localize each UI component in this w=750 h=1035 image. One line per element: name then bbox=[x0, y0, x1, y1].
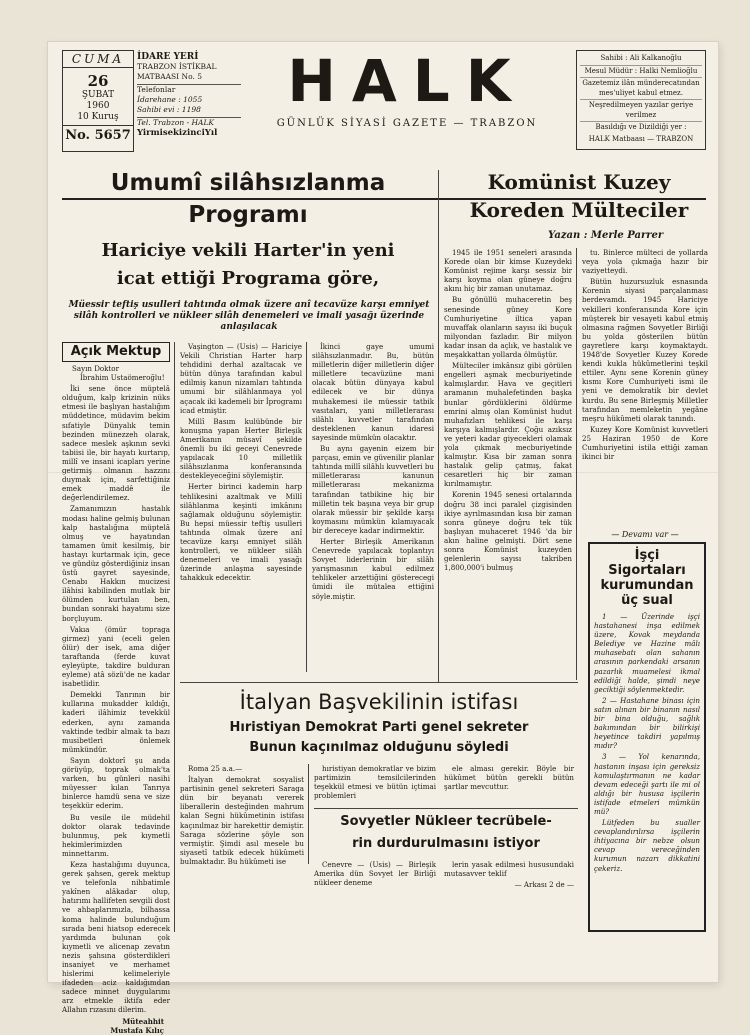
korea-paragraph: 1945 ile 1951 seneleri arasında Korede olan bir kimse Kuzeydeki Komünist rejime karşı sessiz bir karşı koyma olan güneye doğru akını hiç bir zaman unutamaz. bbox=[444, 248, 572, 294]
soviet-column-1 bbox=[314, 860, 436, 920]
section-rule bbox=[314, 808, 578, 809]
soviet-continued-note: — Arkası 2 de — bbox=[514, 880, 574, 890]
publisher-line: Neşredilmeyen yazılar geriye verilmez bbox=[580, 100, 702, 122]
korea-paragraph: Bütün huzursuzluk esnasında Korenin siyasi parçalanması berdevamdı. 1945 Hariciye vekilleri konferansında Kore için müşterek bir vesayeti kabul etmiş olmasına rağmen Sovyetler Birliği bu yolda gösterilen bütün gayretlere karşı koymaktaydı. 1948'de Sovyetler Kuzey Korede kendi kukla hükûmetlerini teşkil ettiler. Aynı sene Korenin güney kısmı Kore Cumhuriyeti ismi ile yeni ve demokratik bir devlet kurdu. Bu sene Birleşmiş Milletler tarafından memleketin yegâne meşru hükûmeti olarak tanındı. bbox=[582, 277, 708, 423]
lead-headline-2: Programı bbox=[188, 202, 308, 228]
publisher-line: Gazetemiz ilân münderecatından mes'uliyet kabul etmez. bbox=[580, 78, 702, 100]
italy-headline: İtalyan Başvekilinin istifası bbox=[239, 690, 519, 714]
newspaper-logo: HALK bbox=[287, 47, 527, 115]
korea-headline-1: Komünist Kuzey bbox=[487, 170, 671, 194]
insurance-question: 2 — Hastahane binası için satın alınan bir binanın nasıl bir bina olduğu, sağlık bakımından bir bilirkişi heyetince takdiri yapılmış mıdır? bbox=[594, 695, 700, 751]
letter-paragraph: Keza hastalığımı duyunca, gerek şahsen, gerek mektup ve telefonla nihbatimle yakînen alâkadar olup, hatırımı hallifeten sevgili dost ve ahbaplarımızla, bilhassa koma halinde bulunduğum sırada beni hiatsop ederecek yardımda bulunan çok kıymetli ve alicenap zevatın nezis şahsına gösterdikleri insaniyet ve merhamet hislerimi kelimeleriyle ifadeden aciz kaldığımdan sadece minnet duygularımı arz etmekle iktifa eder Allahın rızasını dilerim. bbox=[62, 859, 170, 1015]
open-letter-column bbox=[62, 364, 170, 1035]
idare-line: İDARE YERİ bbox=[137, 52, 199, 62]
lead-paragraph: Millî Basım kulübünde bir konuşma yapan Herter Birleşik Amerikanın müsavî şekilde önemli bu iki geceyi Cenevrede yapılacak 10 milletlik silâhsızlanma konferansında destekleyeceğini söylemiştir. bbox=[180, 416, 302, 481]
open-letter-title: Açık Mektup bbox=[70, 344, 162, 359]
soviet-headline-2: rin durdurulmasını istiyor bbox=[352, 836, 540, 851]
year-label: 1960 bbox=[86, 101, 110, 111]
tagline: GÜNLÜK SİYASİ GAZETE — TRABZON bbox=[276, 118, 538, 129]
korea-byline: Yazan : Merle Parrer bbox=[548, 230, 664, 241]
publisher-line: Sahibi : Ali Kalkanoğlu bbox=[580, 53, 702, 66]
korea-column-2 bbox=[582, 248, 708, 528]
issue-number: No. 5657 bbox=[63, 125, 133, 143]
column-rule bbox=[174, 342, 175, 932]
idare-line: MATBAASI No. 5 bbox=[137, 72, 241, 85]
lead-subheadline-1: Hariciye vekili Harter'in yeni bbox=[101, 240, 395, 261]
lead-headline-1: Umumî silâhsızlanma bbox=[110, 170, 386, 196]
newspaper-page bbox=[48, 42, 718, 1035]
idare-line: Tel. Trabzon - HALK bbox=[137, 118, 215, 127]
lead-paragraph: Bu aynı gayenin eizem bir parçası, emin ve güvenilir planlar tahtında millî silâhlı kuvvetleri bu milletlerarası kanunun milletlerarası mekanizma tarafından tatbikine hiç bir milletin tek başına veya bir grup olarak müessir bir şekilde karşı koymasını mümkün kılamıyacak bir dereceye kadar indirmektir. bbox=[312, 444, 434, 535]
italy-paragraph: İtalyan demokrat sosyalist partisinin genel sekreteri Saraga dün bir beyanatı vererek liberallerin desteğinden mahrum kalan Segni hükûmetinin istifası kaçınılmaz bir harekettir demiştir. Saraga sözlerine şöyle son vermiştir. Şimdi asıl mesele bu siyasetî tatbik edecek hükûmeti bulmaktadır. Bu hükûmeti ise bbox=[180, 775, 304, 866]
korea-paragraph: Kuzey Kore Komünist kuvvetleri 25 Haziran 1950 de Kore Cumhuriyetini istila ettiği zaman ikinci bir bbox=[582, 424, 708, 462]
price-label: 10 Kuruş bbox=[77, 112, 119, 122]
column-rule bbox=[308, 764, 309, 864]
lead-subheadline-2: icat ettiği Programa göre, bbox=[116, 268, 380, 289]
column-rule bbox=[306, 342, 307, 672]
publisher-line: HALK Matbaası — TRABZON bbox=[588, 134, 694, 143]
korea-paragraph: Mülteciler imkânsız gibi görülen engelleri aşmak mecburiyetinde kalmışlardır. Hava ve geçitleri aramanın muhalefetinden başka bunlar gördüklerini öldürme emrini almış olan Komünist hudut muhafızları tehlikesi ile karşı karşıya kalmışlardır. Çoğu azıksız ve yeteri kadar giyecekleri olamak yola çıkmak mecburiyetinde kalmıştır. Kısa bir zaman sonra hastalık gelip çatmış, fakat cesaretleri hiç bir zaman kırılmamıştır. bbox=[444, 361, 572, 489]
idare-line: TRABZON İSTİKBAL bbox=[137, 62, 217, 71]
letter-paragraph: Bu vesile ile müdehil doktor olarak tedavinde bulunmuş, pek kıymetli hekimlerimizden minnettarım. bbox=[62, 812, 170, 858]
letter-paragraph: Vakıa (ömür topraga girmez) yani (eceli gelen ölür) der isek, ama diğer taraftanda (ferde kuvat eyleyüpte, takdire bulduran eyleme) atâ sözü'de ne kadar isabetlidir. bbox=[62, 624, 170, 689]
italy-subheadline-2: Bunun kaçınılmaz olduğunu söyledi bbox=[249, 740, 509, 755]
soviet-paragraph: Cenevre — (Usis) — Birleşik Amerika dün Sovyet ler Birliği nükleer deneme bbox=[314, 860, 436, 888]
idare-line: Sahibi evi : 1198 bbox=[137, 105, 241, 118]
month-label: ŞUBAT bbox=[81, 90, 115, 100]
insurance-title-3: üç sual bbox=[621, 593, 673, 608]
soviet-headline-1: Sovyetler Nükleer tecrübele- bbox=[340, 814, 552, 829]
lead-paragraph: Vaşington — (Usis) — Hariciye Vekili Christian Harter harp tehdidini derhal azaltacak ve bütün dünya tarafından kabul edilmiş kanun nizamları tahtında umumi bir silâhlanmaya yol açacak iki kademeli bir İprogramı icad etmiştir. bbox=[180, 342, 302, 415]
lead-story-column-3 bbox=[312, 342, 434, 672]
korea-continued-note: — Devamı var — bbox=[611, 530, 679, 539]
korea-headline-2: Koreden Mülteciler bbox=[469, 198, 689, 222]
soviet-paragraph: lerin yasak edilmesi hususundaki mutasavver teklif bbox=[444, 860, 574, 879]
column-rule bbox=[438, 170, 439, 682]
italy-paragraph: hıristiyan demokratlar ve bizim partimizin temsilcilerinden teşekkül etmesi ve bütün içtimai problemleri bbox=[314, 764, 436, 801]
letter-greeting: Sayın Doktor bbox=[72, 364, 119, 373]
letter-signoff-title: Müteahhit bbox=[122, 1016, 164, 1026]
korea-paragraph: Korenin 1945 senesi ortalarında doğru 38 inci paralel çizgisinden ikiye ayrılmasından kısa bir zaman sonra güneye doğru tek tük başlıyan muhaceret 1946 'da bir akın haline gelmişti. Dört sene sonra Komünist kuzeyden gelenlerin sayısı takriben 1,800,000'i bulmuş bbox=[444, 490, 572, 573]
italy-subheadline-1: Hıristiyan Demokrat Parti genel sekreter bbox=[229, 720, 529, 735]
idare-line: YirmisekizinciYıl bbox=[137, 128, 218, 138]
insurance-question: 3 — Yol kenarında, hastanın inşası için gereksiz kamulaştırmanın ne kadar devam edeceği şartı ile mi ol aldığı bir hususa işçilerin istifade etmeleri mümkün mü? bbox=[594, 752, 700, 816]
italy-column-3 bbox=[444, 764, 574, 804]
lead-deck: Müessir teftiş usulleri tahtında olmak üzere anî tecavüze karşı emniyet silâh kontrolleri ve nükleer silâh denemeleri ve imali yasağı üzerinde anlaşılacak bbox=[68, 300, 430, 332]
date-box bbox=[62, 50, 134, 152]
soviet-column-2 bbox=[444, 860, 574, 920]
lead-paragraph: Herter birinci kademin harp tehlikesini azaltmak ve Millî silâhlanma keşinti imkânını sağlamak olduğunu söylemiştir. Bu hepsi müessir teftiş usulleri tahtında olmak üzere anî tecavüze karşı emniyet silâh kontrolleri, ve nükleer silâh denemeleri ve imali yasağı üzerinde anlaşma sayesinde tahakkuk edecektir. bbox=[180, 482, 302, 583]
lead-paragraph: İkinci gaye umumi silâhsızlanmadır. Bu, bütün milletlerin diğer milletlerin diğer milletlere tecavüzüne mani olacak bütün dünyaya kabul edilecek ve bir dünya muhakemesi ile müessir tatbik vasıtaları, yani milletlerarası silâhlı kuvvetler tarafından desteklenen kanun idaresi sayesinde mümkün olacaktır. bbox=[312, 342, 434, 442]
publisher-line: Mesul Müdür : Halki Nemlioğlu bbox=[580, 66, 702, 79]
letter-name: İbrahim Ustaömeroğlu! bbox=[80, 373, 165, 383]
insurance-box bbox=[588, 542, 706, 932]
open-letter-title-box bbox=[62, 342, 170, 362]
insurance-body bbox=[594, 612, 700, 922]
insurance-title-1: İşçi Sigortaları bbox=[608, 548, 686, 578]
letter-paragraph: Zamanımızın hastalık modası haline gelmiş bulunan kalp hastalığına müptelâ olmuş ve hayatından tamamen ümit kesilmiş, bir hastayı kurtarmak için, gece ve gündüz gösterdiğiniz insan üstü gayret sayesinde, Cenabı Hakkın mucizesi ilâhisi kabilinden mutlak bir ölümden kurtulan ben, bundan sonraki hayatımı size borçluyum. bbox=[62, 504, 170, 623]
idare-line: İdarehane : 1055 bbox=[137, 95, 203, 104]
korea-paragraph: tu. Binlerce mülteci de yollarda veya yola çıkmağa hazır bir vaziyetteydi. bbox=[582, 248, 708, 276]
insurance-question: 1 — Üzerinde işçi hastahanesi inşa edilmek üzere, Kovak meydanda Belediye ve Hazine mâlı muhasebatı olan sahanın arasının parkendaki arsanın pazarlık muamelesi ikmal edildiği halde, şimdi neye geciktiği söylenmektedir. bbox=[594, 612, 700, 694]
lead-paragraph: Herter Birleşik Amerikanın Cenevrede yapılacak toplantıyı Sovyet liderlerinin bir silâh yarışmasının kabul edilmez tehlikeler arzettiğini gösterecegi ümidi ile mütalea ettiğini söyle.miştir. bbox=[312, 536, 434, 601]
day-label: CUMA bbox=[63, 51, 133, 68]
italy-paragraph: ele alması gerekir. Böyle bir hükûmet bütün gerekli bütün şartlar mevcuttur. bbox=[444, 764, 574, 792]
italy-column-2 bbox=[314, 764, 436, 804]
letter-signoff-name: Mustafa Kılıç bbox=[110, 1025, 164, 1035]
publisher-line: Basıldığı ve Dizildiği yer : bbox=[595, 123, 687, 131]
italy-paragraph: Roma 25 a.a.— bbox=[188, 764, 243, 773]
administration-box bbox=[134, 50, 244, 154]
letter-paragraph: İki sene önce müptelâ olduğum, kalp krizinin nüks etmesi ile başlıyan hastalığım müddetince, müdavim bekim sıfatiyle Dünyalık temin bezinden münezzeh olarak, sadece meslek aşkının sevki tabiisi ile, bir hayatı kurtarıp, millî ve insani icapları yerine getirmiş olmanın hazzını duymak için, sarfettiğiniz emek maddê ile değerlendirilemez. bbox=[62, 384, 170, 503]
column-rule bbox=[576, 248, 577, 680]
paper-fold bbox=[48, 472, 718, 473]
insurance-question: Lütfeden bu sualler cevaplandırılırsa işçilerin ihtiyacına bir nebze olsun cevap vereceğinden kurumun nazarı dikkatini çekeriz. bbox=[594, 818, 700, 873]
letter-paragraph: Demekki Tanrının bir kullarına mukadder kıldığı, kaderi ilâhimiz tevekkül ederken, aynı zamanda vaktinde tedbir almak ta bazı musibetleri önlemek mümkündür. bbox=[62, 690, 170, 754]
italy-column-1 bbox=[180, 764, 304, 864]
korea-paragraph: Bu gönüllü muhaceretin beş senesinde güney Kore Cumhuriyetine iltica yapan muvaffak olanların sayısı iki buçuk milyondan fazladır. Bir milyon kadar insan da açlık, ve hastalık ve meşakkattan yollarda ölmüştür. bbox=[444, 295, 572, 360]
letter-paragraph: Sayın doktorî şu anda görüyüp, toprak olmak'ta varken, bu günleri nasihi müyesser kılan Tanrıya binlerce hamdü sena ve size teşekkür ederim. bbox=[62, 755, 170, 811]
lead-story-column-2 bbox=[180, 342, 302, 672]
date-number: 26 bbox=[87, 72, 109, 90]
insurance-title-2: kurumundan bbox=[600, 578, 694, 593]
korea-column-1 bbox=[444, 248, 572, 680]
publisher-box bbox=[576, 50, 706, 150]
section-rule bbox=[180, 682, 578, 683]
idare-line: Telefonlar bbox=[137, 85, 176, 94]
